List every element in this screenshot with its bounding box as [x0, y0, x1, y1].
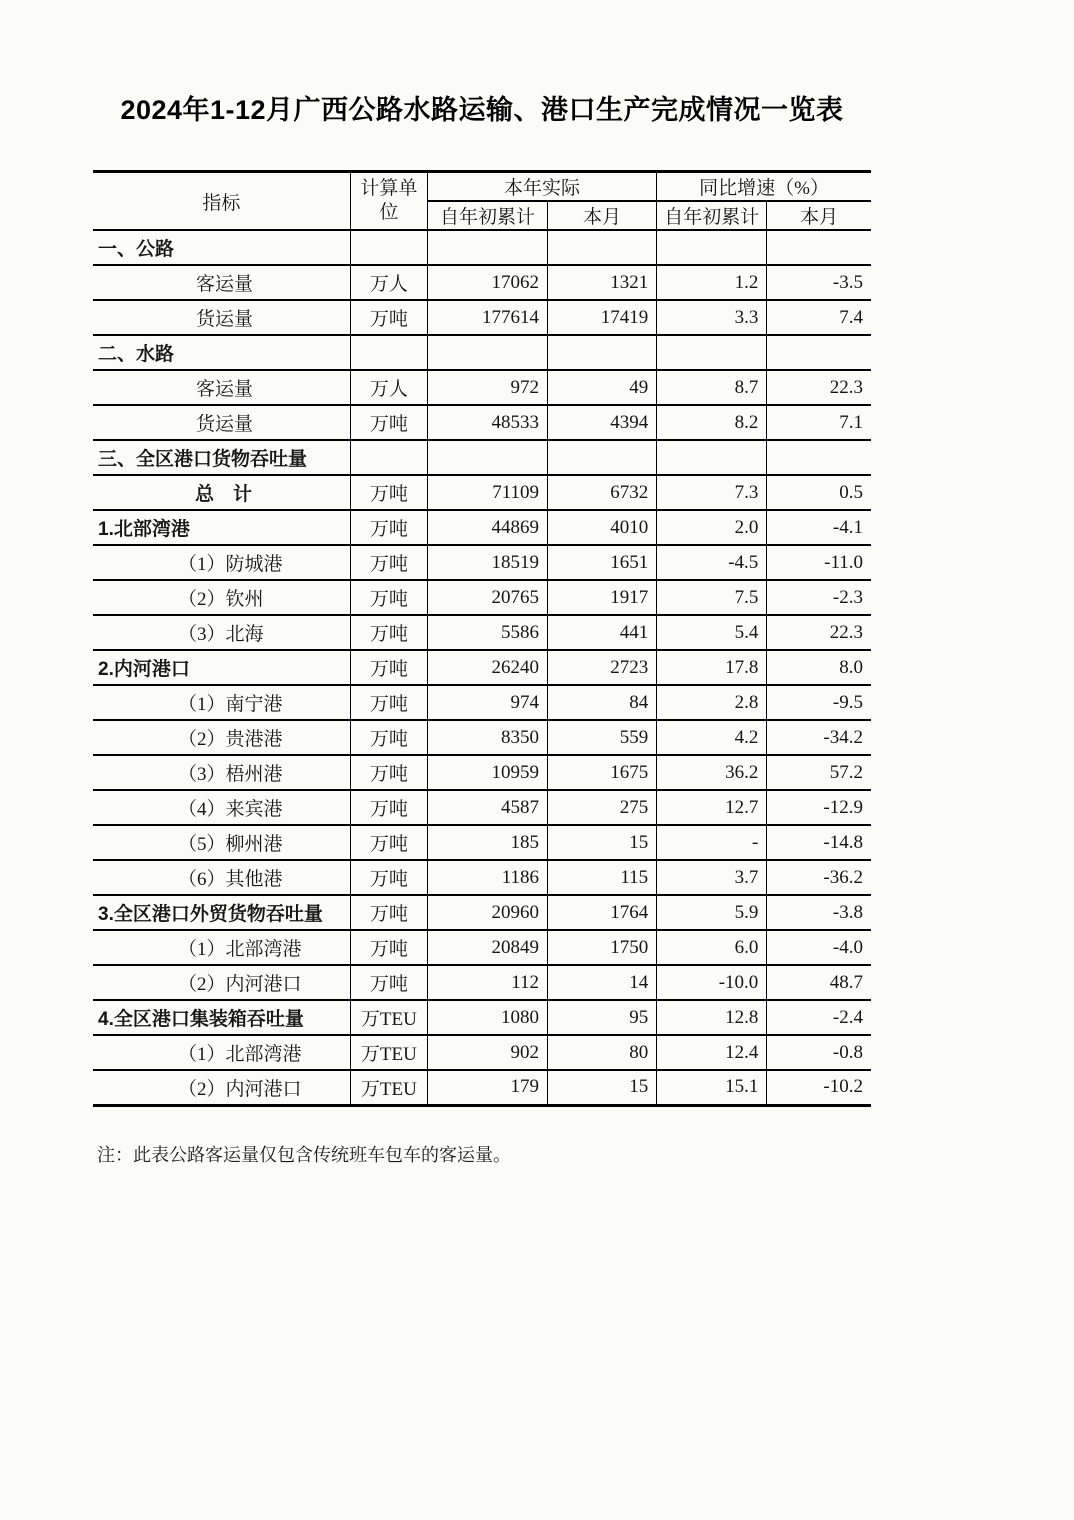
month-value-cell: 115: [548, 860, 657, 895]
growth-month-cell: -3.5: [767, 265, 871, 300]
indicator-cell: （6）其他港: [93, 860, 350, 895]
month-value-cell: 14: [548, 965, 657, 1000]
table-row: [93, 685, 871, 720]
table-row: [93, 755, 871, 790]
table-row: [93, 475, 871, 510]
growth-month-cell: 8.0: [767, 650, 871, 685]
cumulative-value-cell: [427, 440, 547, 475]
month-value-cell: 1764: [548, 895, 657, 930]
cumulative-value-cell: 972: [427, 370, 547, 405]
cumulative-value-cell: 1080: [427, 1000, 547, 1035]
month-value-cell: 17419: [548, 300, 657, 335]
unit-cell: 万吨: [350, 965, 427, 1000]
growth-month-cell: [767, 440, 871, 475]
table-row: [93, 1000, 871, 1035]
cumulative-value-cell: 26240: [427, 650, 547, 685]
growth-month-cell: -2.4: [767, 1000, 871, 1035]
table-body: [93, 230, 871, 1105]
growth-cumulative-cell: 2.0: [657, 510, 767, 545]
month-value-cell: 15: [548, 825, 657, 860]
header-yoy-growth: 同比增速（%）: [657, 172, 871, 202]
table-row: [93, 720, 871, 755]
cumulative-value-cell: 18519: [427, 545, 547, 580]
unit-cell: 万吨: [350, 580, 427, 615]
growth-cumulative-cell: 17.8: [657, 650, 767, 685]
growth-month-cell: -10.2: [767, 1070, 871, 1105]
growth-month-cell: 0.5: [767, 475, 871, 510]
growth-cumulative-cell: -4.5: [657, 545, 767, 580]
growth-cumulative-cell: [657, 440, 767, 475]
growth-cumulative-cell: 3.3: [657, 300, 767, 335]
indicator-cell: （1）北部湾港: [93, 930, 350, 965]
month-value-cell: 49: [548, 370, 657, 405]
growth-cumulative-cell: 8.2: [657, 405, 767, 440]
growth-month-cell: -36.2: [767, 860, 871, 895]
unit-cell: 万吨: [350, 755, 427, 790]
growth-month-cell: 7.1: [767, 405, 871, 440]
cumulative-value-cell: 4587: [427, 790, 547, 825]
cumulative-value-cell: 71109: [427, 475, 547, 510]
indicator-cell: 客运量: [93, 265, 350, 300]
unit-cell: [350, 230, 427, 265]
indicator-cell: （5）柳州港: [93, 825, 350, 860]
table-row: [93, 790, 871, 825]
month-value-cell: 275: [548, 790, 657, 825]
table-header: [93, 172, 871, 231]
growth-month-cell: -4.0: [767, 930, 871, 965]
month-value-cell: 84: [548, 685, 657, 720]
month-value-cell: 1750: [548, 930, 657, 965]
table-row: [93, 440, 871, 475]
cumulative-value-cell: 8350: [427, 720, 547, 755]
document-page: [93, 0, 871, 1167]
growth-cumulative-cell: 5.4: [657, 615, 767, 650]
table-row: [93, 510, 871, 545]
cumulative-value-cell: [427, 230, 547, 265]
cumulative-value-cell: 20765: [427, 580, 547, 615]
cumulative-value-cell: 5586: [427, 615, 547, 650]
indicator-cell: 4.全区港口集装箱吞吐量: [93, 1000, 350, 1035]
indicator-cell: （1）防城港: [93, 545, 350, 580]
month-value-cell: 1321: [548, 265, 657, 300]
unit-cell: 万吨: [350, 545, 427, 580]
table-row: [93, 1035, 871, 1070]
growth-cumulative-cell: 2.8: [657, 685, 767, 720]
growth-month-cell: [767, 335, 871, 370]
table-row: [93, 650, 871, 685]
unit-cell: 万吨: [350, 860, 427, 895]
growth-month-cell: -2.3: [767, 580, 871, 615]
growth-cumulative-cell: [657, 230, 767, 265]
table-row: [93, 895, 871, 930]
month-value-cell: 441: [548, 615, 657, 650]
indicator-cell: 货运量: [93, 300, 350, 335]
cumulative-value-cell: 974: [427, 685, 547, 720]
header-unit: 计算单位: [350, 172, 427, 231]
month-value-cell: [548, 440, 657, 475]
unit-cell: 万TEU: [350, 1035, 427, 1070]
growth-month-cell: 22.3: [767, 615, 871, 650]
footnote: 注：此表公路客运量仅包含传统班车包车的客运量。: [97, 1144, 511, 1165]
month-value-cell: 6732: [548, 475, 657, 510]
growth-month-cell: 22.3: [767, 370, 871, 405]
indicator-cell: （1）南宁港: [93, 685, 350, 720]
cumulative-value-cell: 112: [427, 965, 547, 1000]
month-value-cell: 1651: [548, 545, 657, 580]
unit-cell: 万吨: [350, 720, 427, 755]
growth-month-cell: -34.2: [767, 720, 871, 755]
indicator-cell: （4）来宾港: [93, 790, 350, 825]
cumulative-value-cell: 44869: [427, 510, 547, 545]
growth-cumulative-cell: 8.7: [657, 370, 767, 405]
unit-cell: 万吨: [350, 790, 427, 825]
indicator-cell: （1）北部湾港: [93, 1035, 350, 1070]
growth-month-cell: -4.1: [767, 510, 871, 545]
cumulative-value-cell: 20849: [427, 930, 547, 965]
growth-cumulative-cell: -10.0: [657, 965, 767, 1000]
table-row: [93, 300, 871, 335]
cumulative-value-cell: [427, 335, 547, 370]
cumulative-value-cell: 10959: [427, 755, 547, 790]
header-actual-month: 本月: [548, 201, 657, 230]
indicator-cell: 二、水路: [93, 335, 350, 370]
month-value-cell: [548, 230, 657, 265]
unit-cell: 万吨: [350, 300, 427, 335]
header-growth-month: 本月: [767, 201, 871, 230]
month-value-cell: 4010: [548, 510, 657, 545]
growth-month-cell: -9.5: [767, 685, 871, 720]
table-row: [93, 930, 871, 965]
indicator-cell: （2）内河港口: [93, 1070, 350, 1105]
growth-month-cell: -0.8: [767, 1035, 871, 1070]
indicator-cell: 一、公路: [93, 230, 350, 265]
table-row: [93, 335, 871, 370]
growth-month-cell: -3.8: [767, 895, 871, 930]
cumulative-value-cell: 20960: [427, 895, 547, 930]
cumulative-value-cell: 17062: [427, 265, 547, 300]
growth-cumulative-cell: 12.8: [657, 1000, 767, 1035]
growth-cumulative-cell: [657, 335, 767, 370]
unit-cell: 万TEU: [350, 1000, 427, 1035]
unit-cell: 万吨: [350, 405, 427, 440]
unit-cell: 万吨: [350, 930, 427, 965]
unit-cell: 万吨: [350, 895, 427, 930]
unit-cell: 万吨: [350, 650, 427, 685]
indicator-cell: （2）内河港口: [93, 965, 350, 1000]
header-actual-cumulative: 自年初累计: [427, 201, 547, 230]
month-value-cell: 2723: [548, 650, 657, 685]
transport-statistics-table: [93, 170, 871, 1107]
table-row: [93, 860, 871, 895]
growth-month-cell: 7.4: [767, 300, 871, 335]
month-value-cell: 1917: [548, 580, 657, 615]
unit-cell: 万吨: [350, 510, 427, 545]
indicator-cell: 2.内河港口: [93, 650, 350, 685]
cumulative-value-cell: 1186: [427, 860, 547, 895]
indicator-cell: 1.北部湾港: [93, 510, 350, 545]
cumulative-value-cell: 902: [427, 1035, 547, 1070]
month-value-cell: 559: [548, 720, 657, 755]
indicator-cell: 总 计: [93, 475, 350, 510]
header-growth-cumulative: 自年初累计: [657, 201, 767, 230]
table-row: [93, 545, 871, 580]
growth-cumulative-cell: 12.7: [657, 790, 767, 825]
growth-cumulative-cell: 7.3: [657, 475, 767, 510]
table-row: [93, 965, 871, 1000]
growth-cumulative-cell: 4.2: [657, 720, 767, 755]
growth-cumulative-cell: -: [657, 825, 767, 860]
growth-month-cell: 48.7: [767, 965, 871, 1000]
table-row: [93, 615, 871, 650]
unit-cell: 万人: [350, 265, 427, 300]
growth-month-cell: -14.8: [767, 825, 871, 860]
growth-cumulative-cell: 36.2: [657, 755, 767, 790]
table-row: [93, 580, 871, 615]
table-row: [93, 825, 871, 860]
growth-cumulative-cell: 12.4: [657, 1035, 767, 1070]
indicator-cell: （3）北海: [93, 615, 350, 650]
cumulative-value-cell: 179: [427, 1070, 547, 1105]
unit-cell: [350, 335, 427, 370]
growth-month-cell: -11.0: [767, 545, 871, 580]
month-value-cell: 80: [548, 1035, 657, 1070]
month-value-cell: 15: [548, 1070, 657, 1105]
growth-cumulative-cell: 1.2: [657, 265, 767, 300]
growth-cumulative-cell: 3.7: [657, 860, 767, 895]
table-row: [93, 1070, 871, 1105]
indicator-cell: 三、全区港口货物吞吐量: [93, 440, 350, 475]
unit-cell: 万吨: [350, 685, 427, 720]
page-title: 2024年1-12月广西公路水路运输、港口生产完成情况一览表: [120, 95, 844, 125]
month-value-cell: [548, 335, 657, 370]
growth-month-cell: 57.2: [767, 755, 871, 790]
month-value-cell: 4394: [548, 405, 657, 440]
indicator-cell: 货运量: [93, 405, 350, 440]
table-row: [93, 265, 871, 300]
cumulative-value-cell: 185: [427, 825, 547, 860]
indicator-cell: （2）贵港港: [93, 720, 350, 755]
growth-cumulative-cell: 15.1: [657, 1070, 767, 1105]
unit-cell: 万吨: [350, 475, 427, 510]
table-row: [93, 370, 871, 405]
table-row: [93, 405, 871, 440]
unit-cell: 万人: [350, 370, 427, 405]
table-row: [93, 230, 871, 265]
indicator-cell: 客运量: [93, 370, 350, 405]
cumulative-value-cell: 177614: [427, 300, 547, 335]
cumulative-value-cell: 48533: [427, 405, 547, 440]
indicator-cell: （3）梧州港: [93, 755, 350, 790]
indicator-cell: 3.全区港口外贸货物吞吐量: [93, 895, 350, 930]
unit-cell: 万TEU: [350, 1070, 427, 1105]
month-value-cell: 1675: [548, 755, 657, 790]
growth-cumulative-cell: 7.5: [657, 580, 767, 615]
header-indicator: 指标: [93, 172, 350, 231]
indicator-cell: （2）钦州: [93, 580, 350, 615]
unit-cell: [350, 440, 427, 475]
header-row-groups: [93, 172, 871, 202]
month-value-cell: 95: [548, 1000, 657, 1035]
header-current-year-actual: 本年实际: [427, 172, 656, 202]
growth-month-cell: -12.9: [767, 790, 871, 825]
growth-month-cell: [767, 230, 871, 265]
unit-cell: 万吨: [350, 825, 427, 860]
growth-cumulative-cell: 6.0: [657, 930, 767, 965]
unit-cell: 万吨: [350, 615, 427, 650]
growth-cumulative-cell: 5.9: [657, 895, 767, 930]
